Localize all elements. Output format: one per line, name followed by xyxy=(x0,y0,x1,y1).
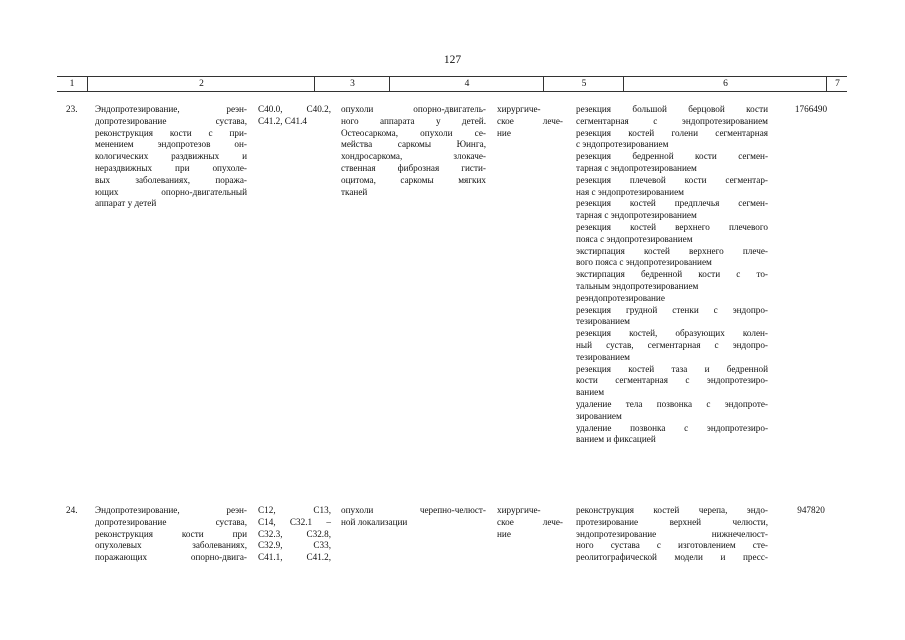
text-line: опухоли черепно-челюст- xyxy=(341,505,486,515)
text-line: опухоли опорно-двигатель- xyxy=(341,104,486,114)
text-line: ние xyxy=(497,127,511,138)
text-line: резекция плечевой кости сегментар- xyxy=(576,174,768,185)
intervention-name xyxy=(95,505,247,564)
row-number: 23. xyxy=(66,104,78,114)
treatment-methods xyxy=(576,104,768,446)
text-line: экстирпация бедренной кости с то- xyxy=(576,269,768,280)
treatment-type xyxy=(497,505,563,540)
header-col-5: 5 xyxy=(543,77,624,91)
text-line: вых заболеваниях, поража- xyxy=(95,174,247,185)
text-line: C40.0, C40.2, xyxy=(258,104,331,114)
text-line: пояса с эндопротезированием xyxy=(576,233,693,244)
text-line: хондросаркома, злокаче- xyxy=(341,151,486,162)
text-line: реконструкция кости при xyxy=(95,528,247,539)
text-line: C14, C32.1 – xyxy=(258,516,331,527)
text-line: ское лече- xyxy=(497,516,563,527)
text-line: эндопротезирование нижнечелюст- xyxy=(576,528,768,539)
text-line: резекция костей, образующих колен- xyxy=(576,328,768,339)
text-line: тальным эндопротезированием xyxy=(576,280,699,291)
header-col-6: 6 xyxy=(623,77,827,91)
text-line: зированием xyxy=(576,410,622,421)
text-line: удаление тела позвонка с эндопроте- xyxy=(576,398,768,409)
text-line: аппарат у детей xyxy=(95,198,157,209)
text-line: ние xyxy=(497,528,511,539)
text-line: допротезирование сустава, xyxy=(95,115,247,126)
text-line: с эндопротезированием xyxy=(576,139,669,150)
row-number: 24. xyxy=(66,505,78,515)
text-line: ванием xyxy=(576,387,605,398)
text-line: резекция костей предплечья сегмен- xyxy=(576,198,768,209)
text-line: оцитома, саркомы мягких xyxy=(341,174,486,185)
icd-codes xyxy=(258,104,331,128)
text-line: ское лече- xyxy=(497,115,563,126)
text-line: менением эндопротезов он- xyxy=(95,139,247,150)
price-value: 947820 xyxy=(797,505,825,515)
text-line: C32.9, C33, xyxy=(258,540,331,551)
text-line: ющих опорно-двигательный xyxy=(95,186,247,197)
text-line: Эндопротезирование, реэн- xyxy=(95,505,247,515)
text-line: реолитографической модели и пресс- xyxy=(576,552,768,563)
text-line: тарная с эндопротезированием xyxy=(576,162,697,173)
text-line: ванием и фиксацией xyxy=(576,434,656,445)
text-line: резекция костей верхнего плечевого xyxy=(576,221,768,232)
text-line: C32.3, C32.8, xyxy=(258,528,331,539)
text-line: C41.2, C41.4 xyxy=(258,115,308,126)
header-col-7: 7 xyxy=(826,77,848,91)
text-line: кологических раздвижных и xyxy=(95,151,247,162)
header-col-3: 3 xyxy=(314,77,390,91)
icd-codes xyxy=(258,505,331,564)
text-line: резекция грудной стенки с эндопро- xyxy=(576,304,768,315)
treatment-methods xyxy=(576,505,768,564)
price-value: 1766490 xyxy=(794,104,828,114)
text-line: вого пояса с эндопротезированием xyxy=(576,257,712,268)
text-line: C41.1, C41.2, xyxy=(258,552,331,563)
text-line: поражающих опорно-двига- xyxy=(95,552,247,563)
text-line: мейства саркомы Юинга, xyxy=(341,139,486,150)
text-line: тезированием xyxy=(576,316,630,327)
text-line: резекция бедренной кости сегмен- xyxy=(576,151,768,162)
header-col-1: 1 xyxy=(69,79,75,89)
text-line: ный сустав, сегментарная с эндопро- xyxy=(576,339,768,350)
intervention-name xyxy=(95,104,247,210)
table-header xyxy=(57,76,847,92)
text-line: ной локализации xyxy=(341,516,408,527)
text-line: C12, C13, xyxy=(258,505,331,515)
text-line: нераздвижных при опухоле- xyxy=(95,162,247,173)
text-line: ная с эндопротезированием xyxy=(576,186,684,197)
text-line: экстирпация костей верхнего плече- xyxy=(576,245,768,256)
text-line: реконструкция костей черепа, эндо- xyxy=(576,505,768,515)
text-line: тарная с эндопротезированием xyxy=(576,210,697,221)
patient-model xyxy=(341,505,486,529)
header-col-4: 4 xyxy=(389,77,544,91)
text-line: резекция большой берцовой кости xyxy=(576,104,768,114)
text-line: ственная фиброзная гисти- xyxy=(341,162,486,173)
patient-model xyxy=(341,104,486,198)
text-line: резекция костей голени сегментарная xyxy=(576,127,768,138)
text-line: резекция костей таза и бедренной xyxy=(576,363,768,374)
text-line: тканей xyxy=(341,186,368,197)
text-line: опухолевых заболеваниях, xyxy=(95,540,247,551)
text-line: ного сустава с изготовлением сте- xyxy=(576,540,768,551)
text-line: допротезирование сустава, xyxy=(95,516,247,527)
page-number: 127 xyxy=(443,54,462,66)
text-line: сегментарная с эндопротезированием xyxy=(576,115,768,126)
text-line: кости сегментарная с эндопротезиро- xyxy=(576,375,768,386)
treatment-type xyxy=(497,104,563,139)
text-line: реэндопротезирование xyxy=(576,292,665,303)
text-line: хирургиче- xyxy=(497,104,541,114)
text-line: хирургиче- xyxy=(497,505,541,515)
header-col-2: 2 xyxy=(87,77,315,91)
text-line: протезирование верхней челюсти, xyxy=(576,516,768,527)
text-line: Остеосаркома, опухоли се- xyxy=(341,127,486,138)
text-line: ного аппарата у детей. xyxy=(341,115,486,126)
text-line: удаление позвонка с эндопротезиро- xyxy=(576,422,768,433)
text-line: Эндопротезирование, реэн- xyxy=(95,104,247,114)
text-line: тезированием xyxy=(576,351,630,362)
text-line: реконструкция кости с при- xyxy=(95,127,247,138)
